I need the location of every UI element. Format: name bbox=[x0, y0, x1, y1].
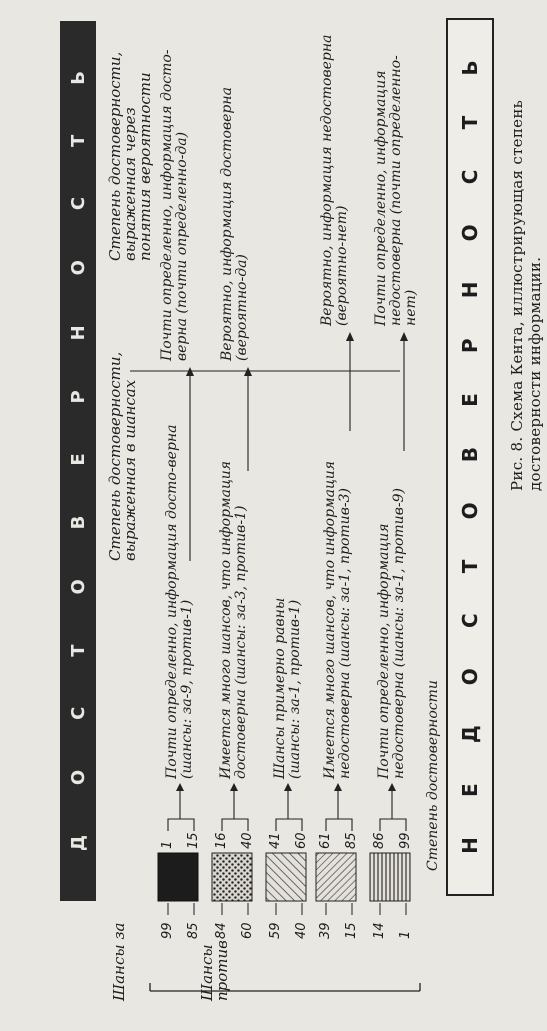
band-letter: С bbox=[67, 196, 89, 211]
prob-label-2: Вероятно, информация достоверна (вероятно-да) bbox=[219, 87, 250, 361]
band-letter: Д bbox=[458, 725, 482, 744]
row-5-swatch bbox=[370, 853, 410, 901]
band-letter: Е bbox=[458, 393, 482, 407]
for-value: 15 bbox=[344, 922, 359, 939]
row-1-description: Почти определенно, информация досто-верна (шансы: за-9, против-1) bbox=[164, 424, 195, 779]
band-letter: Р bbox=[458, 338, 482, 354]
for-value: 60 bbox=[240, 922, 255, 939]
band-letter: Н bbox=[67, 325, 89, 341]
row-2-description: Имеется много шансов, что информация достоверна (шансы: за-3, против-1) bbox=[218, 460, 249, 779]
band-letter: Т bbox=[458, 559, 482, 574]
against-value: 15 bbox=[186, 832, 201, 849]
band-letter: С bbox=[458, 613, 482, 629]
prob-label-4: Почти определенно, информация недостоверна (почти определенно-нет) bbox=[373, 55, 419, 326]
band-letter: С bbox=[67, 706, 89, 720]
row-2-swatch bbox=[212, 853, 252, 901]
row-3-swatch bbox=[266, 853, 306, 901]
band-letter: Н bbox=[458, 837, 482, 854]
band-letter: Ь bbox=[458, 60, 482, 76]
against-value: 86 bbox=[372, 832, 387, 849]
against-value: 99 bbox=[398, 832, 413, 849]
band-letter: Т bbox=[67, 644, 89, 657]
band-letter: О bbox=[458, 502, 482, 520]
axis-label: Степень достоверности bbox=[425, 680, 441, 871]
band-letter: В bbox=[67, 515, 89, 530]
prob-label-1: Почти определенно, информация досто-верна (почти определенно-да) bbox=[159, 49, 190, 361]
band-letter: Е bbox=[67, 453, 89, 466]
bracket-arrows bbox=[168, 791, 406, 831]
for-value: 40 bbox=[294, 922, 309, 939]
prob-label-3: Вероятно, информация недостоверна (вероятно-нет) bbox=[319, 34, 350, 326]
header-line: выраженная через bbox=[121, 107, 139, 261]
against-value: 1 bbox=[160, 840, 175, 849]
row-4-swatch bbox=[316, 853, 356, 901]
band-letter: Ь bbox=[67, 71, 89, 85]
band-letter: Д bbox=[67, 835, 89, 852]
band-letter: Н bbox=[458, 281, 482, 299]
header-line: против bbox=[213, 940, 231, 1001]
band-letter: О bbox=[67, 579, 89, 595]
band-letter: О bbox=[67, 769, 89, 786]
band-letter: О bbox=[67, 260, 89, 276]
band-letter: Т bbox=[458, 115, 482, 130]
band-letter: С bbox=[458, 169, 482, 185]
against-value: 61 bbox=[318, 832, 333, 849]
against-value: 16 bbox=[214, 832, 229, 849]
unreliability-band bbox=[446, 18, 494, 896]
figure-caption: Рис. 8. Схема Кента, иллюстрирующая степень достоверности информации. bbox=[508, 99, 544, 491]
against-value: 41 bbox=[268, 832, 283, 849]
against-value: 40 bbox=[240, 832, 255, 849]
header-line: понятия вероятности bbox=[136, 72, 154, 261]
for-value: 1 bbox=[398, 930, 413, 939]
header-line: выраженная в шансах bbox=[121, 379, 139, 561]
row-5-description: Почти определенно, информация недостоверна (шансы: за-1, против-9) bbox=[376, 488, 407, 779]
band-letter: Т bbox=[67, 134, 89, 147]
band-letter: О bbox=[458, 224, 482, 242]
row-1-swatch bbox=[158, 853, 198, 901]
arrowheads bbox=[176, 783, 396, 791]
for-value: 59 bbox=[268, 922, 283, 939]
for-value: 85 bbox=[186, 922, 201, 939]
against-value: 60 bbox=[294, 832, 309, 849]
row-4-description: Имеется много шансов, что информация недостоверна (шансы: за-1, против-3) bbox=[322, 460, 353, 779]
for-value: 14 bbox=[372, 922, 387, 939]
tick-lines bbox=[168, 903, 406, 915]
for-value: 99 bbox=[160, 922, 175, 939]
band-letter: О bbox=[458, 668, 482, 686]
row-3-description: Шансы примерно равны (шансы: за-1, против-1) bbox=[272, 597, 303, 779]
against-value: 85 bbox=[344, 832, 359, 849]
header-line: Степень достоверности, bbox=[106, 51, 124, 261]
band-letter: В bbox=[458, 447, 482, 463]
for-value: 84 bbox=[214, 922, 229, 939]
header-line: Степень достоверности, bbox=[106, 351, 124, 561]
for-value: 39 bbox=[318, 922, 333, 939]
band-letter: Е bbox=[458, 783, 482, 797]
header-chances-for: Шансы за bbox=[110, 922, 128, 1001]
axis-bracket bbox=[150, 983, 420, 991]
band-letter: Р bbox=[67, 390, 89, 404]
header-line: Шансы bbox=[198, 944, 216, 1001]
